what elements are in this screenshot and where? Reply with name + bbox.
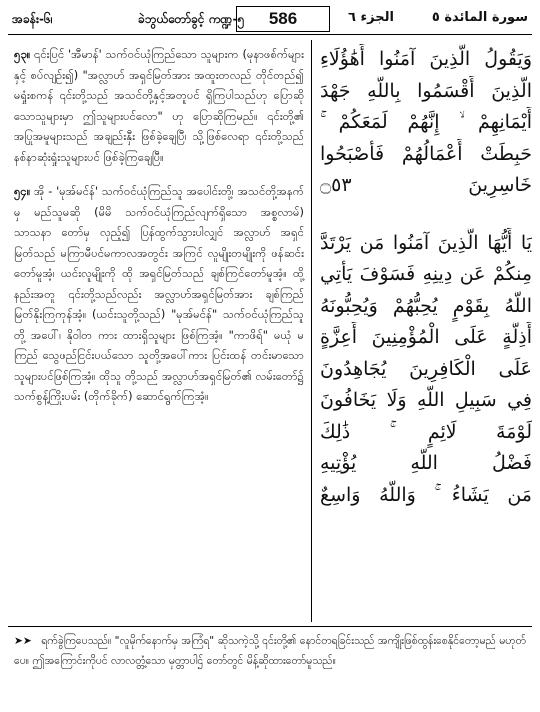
- arabic-line: اللَّهُ بِقَوْمٍ يُحِبُّهُمْ وَيُحِبُّونَهُ: [320, 294, 532, 317]
- page-header: [8, 6, 532, 32]
- arabic-line: خَاسِرِينَ ۝٥٣: [320, 174, 532, 196]
- chapter-label: အခန်း-၆၊: [12, 12, 53, 26]
- page-number: 586: [236, 6, 330, 32]
- arabic-line: مَن يَشَاءُ ۚ وَاللَّهُ وَاسِعٌ: [320, 483, 532, 506]
- arabic-line: أَيْمَانِهِمْ ۙ إِنَّهُمْ لَمَعَكُمْ ۚ: [320, 111, 532, 133]
- footnote-marker: ➤➤: [14, 635, 32, 647]
- arabic-line: الَّذِينَ أَقْسَمُوا بِاللَّهِ جَهْدَ: [320, 79, 532, 102]
- arabic-line: يَا أَيُّهَا الَّذِينَ آمَنُوا مَن يَرْتَدَّ: [320, 231, 532, 254]
- arabic-line: مِنكُمْ عَن دِينِهِ فَسَوْفَ يَأْتِي: [320, 263, 532, 285]
- arabic-line: حَبِطَتْ أَعْمَالُهُمْ فَأَصْبَحُوا: [320, 142, 532, 165]
- arabic-line: لَوْمَةَ لَائِمٍ ۚ ذَٰلِكَ: [320, 420, 532, 443]
- part-label: ခဲဘွယ်တော်ခွင့် ကဏ္ဍ-၅: [138, 12, 245, 26]
- arabic-text-column: [320, 44, 532, 511]
- verse-text: ၎င်းပြင် 'အီမာန်' သက်ဝင်ယုံကြည်သော သူများက (မုနာဖစ်က်များနှင့် စပ်လျဉ်း၍) "အလ္လာဟ် အရှင်မြတ်အား အထူးတလည် တိုင်တည်၍ မရှုံးစကန် ၎င်းတို့သည် အသင်တို့နှင့်အတူပင် ရှိကြပါသည်ဟု ပြောဆိုသောသူများမှာ ဤသူများပင်လော" ဟု ပြောဆိုကြမည်။ ၎င်းတို့၏ အပြုအမူများသည် အချည်းနှီး ဖြစ်ခဲ့ချေပြီ၊ သို့ဖြစ်လေရာ ၎င်းတို့သည် နစ်နာဆုံးရှုံးသူများပင် ဖြစ်ခဲ့ကြချေပြီ။: [14, 47, 304, 164]
- arabic-line: أَذِلَّةٍ عَلَى الْمُؤْمِنِينَ أَعِزَّةٍ: [320, 326, 532, 348]
- footnote: [14, 631, 526, 671]
- header-divider: [8, 34, 532, 35]
- arabic-line: وَيَقُولُ الَّذِينَ آمَنُوا أَهَٰؤُلَاءِ: [320, 48, 532, 70]
- verse-53-translation: [14, 44, 304, 167]
- surah-label: سورة المائدة ٥: [431, 10, 528, 25]
- arabic-line: فَضْلُ اللَّهِ يُؤْتِيهِ: [320, 452, 532, 474]
- verse-number: ၅၃။: [14, 47, 31, 61]
- arabic-line: عَلَى الْكَافِرِينَ يُجَاهِدُونَ: [320, 357, 532, 380]
- column-divider: [311, 40, 312, 622]
- footnote-text: ရက်ခွဲကြပေသည်။ "လူမိုက်နောက်မှ အကြံရ" ဆိုသကဲ့သို့ ၎င်းတို့၏ နောင်တရခြင်းသည် အကျိုးဖြစ်ထွန်းစေနိုင်တော့မည် မဟုတ်ပေ။ ဤအကြောင်းကိုပင် လာလတ္တံ့သော မှတ္တာပါဌ် တော်တွင် မိန့်ဆိုထားတော်မူသည်။: [14, 635, 526, 667]
- verse-54-translation: [14, 181, 304, 407]
- arabic-line: فِي سَبِيلِ اللَّهِ وَلَا يَخَافُونَ: [320, 389, 532, 411]
- translation-column: [14, 44, 304, 421]
- verse-number: ၅၄။: [14, 184, 31, 198]
- juz-label: الجزء ٦: [348, 10, 394, 25]
- verse-gap: [320, 202, 532, 228]
- footnote-divider: [8, 626, 532, 627]
- verse-text: အို - 'မုအ်မင်န်' သက်ဝင်ယုံကြည်သူ အပေါင်းတို့၊ အသင်တို့အနက်မှ မည်သူမဆို (မိမိ သက်ဝင်ယုံကြည်လျက်ရှိသော အစ္စလာမ်) သာသနာ တော်မှ လှည့်၍ ပြန်ထွက်သွားပါလျှင် အလ္လာဟ် အရှင်မြတ်သည် မကြာမီပင်မကာလအတွင်း အကြင် လူမျိုးတမျိုးကို ဖန်ဆင်းတော်မူအံ့၊ ယင်းလူမျိုးကို ထို အရှင်မြတ်သည် ချစ်ကြင်တော်မူအံ့။ ထို့နည်းအတူ ၎င်းတို့သည်လည်း အလ္လာဟ်အရှင်မြတ်အား ချစ်ကြည် မြတ်နိုးကြကုန်အံ့။ (ယင်းသူတို့သည်) "မုအ်မင်န်" သက်ဝင်ယုံကြည်သူတို့ အပေါ်၊ နိုဝါတ ကား ထားရှိသူများ ဖြစ်ကြအံ့။ "ကာဖိရ်" မယုံ မကြည် သွေဖည်ငြင်းပယ်သော သူတို့အပေါ်ကား ပြင်းထန် တင်းမာသော သူများပင်ဖြစ်ကြအံ့။ ထိုသူ တို့သည် အလ္လာဟ်အရှင်မြတ်၏ လမ်းတော်၌ သက်စွန့်ကြိုးပမ်း (တိုက်ခိုက်) ဆောင်ရွက်ကြအံ့။: [14, 184, 305, 403]
